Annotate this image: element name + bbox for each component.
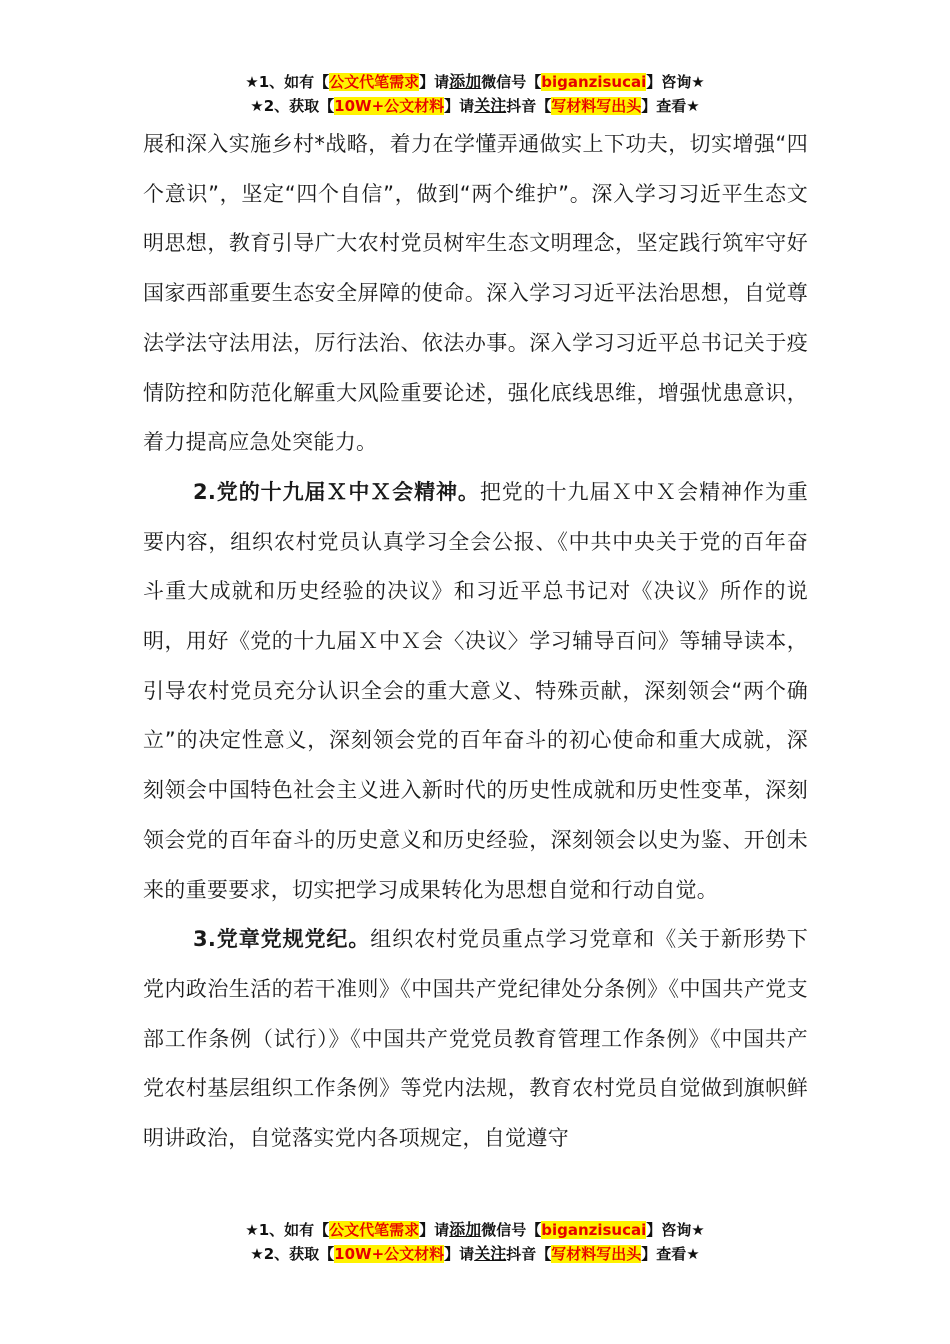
promo-line-2: ★2、获取【10W+公文材料】请关注抖音【写材料写出头】查看★	[250, 96, 700, 115]
highlight-service: 公文代笔需求	[329, 73, 420, 91]
emphasis-follow: 关注	[474, 96, 507, 115]
highlight-materials: 10W+公文材料	[334, 1245, 445, 1263]
top-promo-banner	[0, 70, 950, 118]
paragraph-2	[143, 468, 808, 915]
star-icon: ★	[250, 1245, 264, 1263]
star-icon: ★	[691, 73, 705, 91]
highlight-douyin-account: 写材料写出头	[551, 97, 642, 115]
paragraph-3-text: 组织农村党员重点学习党章和《关于新形势下党内政治生活的若干准则》《中国共产党纪律处分条例》《中国共产党支部工作条例（试行）》《中国共产党党员教育管理工作条例》《中国共产党农村基层组织工作条例》等党内法规，教育农村党员自觉做到旗帜鲜明讲政治，自觉落实党内各项规定，自觉遵守	[143, 927, 809, 1151]
star-icon: ★	[245, 1221, 259, 1239]
highlight-wechat-id: biganzisucai	[541, 73, 647, 91]
star-icon: ★	[250, 97, 264, 115]
promo-line-2: ★2、获取【10W+公文材料】请关注抖音【写材料写出头】查看★	[250, 1244, 700, 1263]
star-icon: ★	[686, 97, 700, 115]
bottom-promo-banner	[0, 1218, 950, 1266]
promo-line-1: ★1、如有【公文代笔需求】请添加微信号【biganzisucai】咨询★	[245, 72, 705, 91]
star-icon: ★	[691, 1221, 705, 1239]
section-heading-3: 3.党章党规党纪。	[193, 927, 371, 952]
highlight-douyin-account: 写材料写出头	[551, 1245, 642, 1263]
section-heading-2: 2.党的十九届Ｘ中Ｘ会精神。	[193, 479, 480, 504]
highlight-service: 公文代笔需求	[329, 1221, 420, 1239]
highlight-materials: 10W+公文材料	[334, 97, 445, 115]
promo-line-1: ★1、如有【公文代笔需求】请添加微信号【biganzisucai】咨询★	[245, 1220, 705, 1239]
emphasis-add: 添加	[449, 1220, 482, 1239]
star-icon: ★	[245, 73, 259, 91]
emphasis-add: 添加	[449, 72, 482, 91]
star-icon: ★	[686, 1245, 700, 1263]
paragraph-3	[143, 915, 808, 1164]
paragraph-2-text: 把党的十九届Ｘ中Ｘ会精神作为重要内容，组织农村党员认真学习全会公报、《中共中央关于党的百年奋斗重大成就和历史经验的决议》和习近平总书记对《决议》所作的说明，用好《党的十九届Ｘ中Ｘ会〈决议〉学习辅导百问》等辅导读本，引导农村党员充分认识全会的重大意义、特殊贡献，深刻领会“两个确立”的决定性意义，深刻领会党的百年奋斗的初心使命和重大成就，深刻领会中国特色社会主义进入新时代的历史性成就和历史性变革，深刻领会党的百年奋斗的历史意义和历史经验，深刻领会以史为鉴、开创未来的重要要求，切实把学习成果转化为思想自觉和行动自觉。	[143, 479, 809, 902]
highlight-wechat-id: biganzisucai	[541, 1221, 647, 1239]
emphasis-follow: 关注	[474, 1244, 507, 1263]
document-body	[143, 120, 808, 1164]
paragraph-1: 展和深入实施乡村*战略，着力在学懂弄通做实上下功夫，切实增强“四个意识”，坚定“四个自信”，做到“两个维护”。深入学习习近平生态文明思想，教育引导广大农村党员树牢生态文明理念，坚定践行筑牢守好国家西部重要生态安全屏障的使命。深入学习习近平法治思想，自觉尊法学法守法用法，厉行法治、依法办事。深入学习习近平总书记关于疫情防控和防范化解重大风险重要论述，强化底线思维，增强忧患意识，着力提高应急处突能力。	[143, 132, 808, 455]
